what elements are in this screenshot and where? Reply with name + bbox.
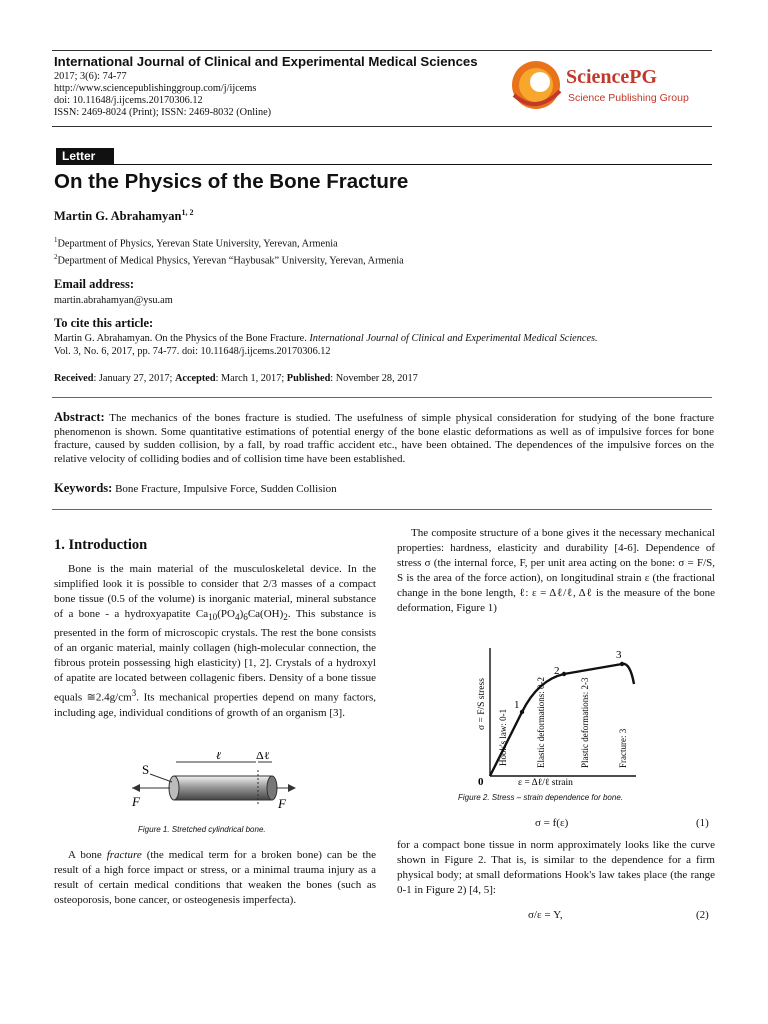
right-paragraph-2: for a compact bone tissue in norm approximately looks like the curve shown in Figure 2. That is, is similar to the dependence for a firm physical body; at small deformations Hook's law takes place (the range 0-1 in Figure 2) [4, 5]: <box>397 839 715 897</box>
paper-title: On the Physics of the Bone Fracture <box>54 170 409 193</box>
abstract-top-rule <box>52 397 712 398</box>
citation-journal: International Journal of Clinical and Experimental Medical Sciences. <box>309 333 598 344</box>
label-force-left: F <box>132 794 140 809</box>
affiliation-2-text: Department of Medical Physics, Yerevan “Haybusak” University, Yerevan, Armenia <box>57 255 404 267</box>
bone-end-right <box>267 776 277 800</box>
equation-2: σ/ε = Y, <box>528 909 563 921</box>
figure-1-stretched-bone <box>128 752 298 814</box>
issue-line: 2017; 3(6): 74-77 <box>54 71 127 82</box>
label-point-2: 2 <box>554 665 560 677</box>
label-point-1: 1 <box>514 699 520 711</box>
affiliation-2 <box>54 253 404 266</box>
abstract <box>54 411 714 466</box>
affiliation-2-mark: 2 <box>54 253 58 261</box>
keywords-label: Keywords: <box>54 481 113 495</box>
citation-part-b: Vol. 3, No. 6, 2017, pp. 74-77. doi: 10.11648/j.ijcems.20170306.12 <box>54 346 331 357</box>
title-rule <box>56 164 712 165</box>
section-heading-introduction: 1. Introduction <box>54 537 148 553</box>
author-line <box>54 208 193 224</box>
label-point-3: 3 <box>616 649 622 661</box>
label-delta-length: Δℓ <box>256 752 270 762</box>
affiliation-1-mark: 1 <box>54 236 58 244</box>
x-axis-label: ε = Δℓ/ℓ strain <box>518 778 573 786</box>
abstract-bottom-rule <box>52 509 712 510</box>
figure-2-caption: Figure 2. Stress – strain dependence for bone. <box>458 793 623 802</box>
logo-subtitle: Science Publishing Group <box>568 92 689 104</box>
label-s: S <box>142 762 150 777</box>
intro-paragraph-2-block <box>54 848 376 908</box>
header-bottom-rule <box>52 126 712 127</box>
equation-2-number: (2) <box>696 909 709 921</box>
label-length: ℓ <box>216 752 221 762</box>
intro-paragraph-1: Bone is the main material of the musculoskeletal device. In the simplified look it is possible to consider that 2/3 masses of a compact bone tissue (0.5 of the volume) is inorganic material, mineral substance of a bone - a hydroxyapatite $Ca_{10}(PO_4)_6Ca(OH)_2$. This substance is presented in the form of microscopic crystals. The rest the bone consists of an organic material, mainly collagen (high-molecular connection, the fibrous protein possessing high elasticity) [1, 2]. Crystals of a hydroxyl of apatite are located between collagenic fibers. Density of a bone tissue equals $≅2.4g/cm^3$. Its mechanical properties depend on many factors, including age, individual conditions of growth of an organism [3]. <box>54 563 376 719</box>
intro-paragraph-2: A bone fracture (the medical term for a broken bone) can be the result of a high force impact or stress, or a minimal trauma injury as a result of certain medical conditions that weaken the bones (such as osteoporosis, bone cancer, or osteogenesis imperfecta). <box>54 849 376 907</box>
y-axis-label: σ = F/S stress <box>477 678 487 730</box>
citation-text <box>54 332 714 358</box>
author-affiliation-marks: 1, 2 <box>181 208 194 217</box>
logo-name: SciencePG <box>566 66 658 88</box>
author-name: Martin G. Abrahamyan <box>54 209 182 224</box>
received-label: Received <box>54 373 94 384</box>
abstract-label: Abstract: <box>54 410 105 424</box>
published-label: Published <box>286 373 331 384</box>
figure-1-caption: Figure 1. Stretched cylindrical bone. <box>138 825 266 834</box>
region-label-elastic: Elastic deformations: 0-2 <box>536 677 546 768</box>
keywords-text: Bone Fracture, Impulsive Force, Sudden Collision <box>112 483 337 495</box>
article-type-badge: Letter <box>56 148 114 164</box>
region-label-fracture: Fracture: 3 <box>618 728 628 768</box>
affiliation-1-text: Department of Physics, Yerevan State University, Yerevan, Armenia <box>57 238 338 250</box>
region-label-hooke: Hook's law: 0-1 <box>498 708 508 766</box>
published-date: : November 28, 2017 <box>330 373 418 384</box>
keywords <box>54 481 714 496</box>
email-heading: Email address: <box>54 277 134 291</box>
right-column <box>397 526 715 617</box>
equation-1: σ = f(ε) <box>535 817 569 829</box>
citation-part-a: Martin G. Abrahamyan. On the Physics of the Bone Fracture. <box>54 333 307 344</box>
label-force-right: F <box>278 796 286 811</box>
abstract-text: The mechanics of the bones fracture is studied. The usefulness of simple physical consideration for studying of the bone fracture phenomenon is shown. Some quantitative estimations of potential energy of the bone elastic deformations as well as of impulsive forces for bone fracture, caused by sudden collision, by a fall, by road traffic accident etc., have been obtained. The dependences of the impulsive forces on the relative velocity of colliding bodies and of collision time have been established. <box>54 412 714 465</box>
cite-heading: To cite this article: <box>54 316 154 330</box>
point-1 <box>520 710 524 714</box>
label-origin: 0 <box>478 776 484 786</box>
doi-line[interactable]: doi: 10.11648/j.ijcems.20170306.12 <box>54 95 203 106</box>
stress-strain-curve <box>490 664 634 776</box>
figure-2-stress-strain <box>470 644 642 786</box>
sciencepg-logo <box>508 57 718 113</box>
article-dates <box>54 372 714 385</box>
left-column <box>54 562 376 721</box>
point-3 <box>620 662 624 666</box>
area-pointer <box>150 774 172 782</box>
equation-1-number: (1) <box>696 817 709 829</box>
right-paragraph-1: The composite structure of a bone gives it the necessary mechanical properties: hardness, elasticity and durability [4-6]. Dependence of stress σ (the internal force, F, per unit area acting on the bone: σ = F/S, S is the area of the force action), on longitudinal strain ε (the fractional change in the bone length, ℓ: ε = Δℓ/ℓ, Δℓ is the measure of the bone deformation, Figure 1) <box>397 527 715 615</box>
journal-title: International Journal of Clinical and Experimental Medical Sciences <box>54 54 478 69</box>
affiliation-1 <box>54 236 338 249</box>
bone-end-left <box>169 776 179 800</box>
accepted-date: : March 1, 2017; <box>215 373 287 384</box>
region-label-plastic: Plastic deformations: 2-3 <box>580 677 590 768</box>
received-date: : January 27, 2017; <box>93 373 175 384</box>
point-2 <box>562 672 566 676</box>
right-paragraph-2-block <box>397 838 715 898</box>
bone-cylinder <box>174 776 272 800</box>
issn-line: ISSN: 2469-8024 (Print); ISSN: 2469-8032 (Online) <box>54 107 272 118</box>
journal-url[interactable]: http://www.sciencepublishinggroup.com/j/ijcems <box>54 83 257 94</box>
header-rule <box>52 50 712 51</box>
email-address[interactable]: martin.abrahamyan@ysu.am <box>54 295 173 306</box>
accepted-label: Accepted <box>174 373 216 384</box>
